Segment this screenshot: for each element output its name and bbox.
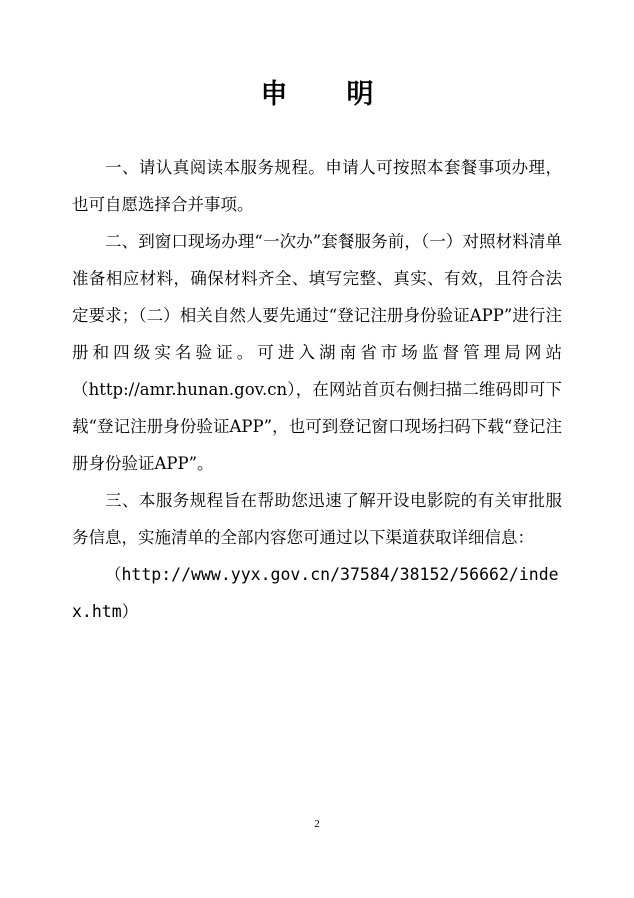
reference-url: （http://www.yyx.gov.cn/37584/38152/56662/index.htm）: [72, 565, 559, 621]
paragraph-3: 三、本服务规程旨在帮助您迅速了解开设电影院的有关审批服务信息，实施清单的全部内容您可通过以下渠道获取详细信息：: [72, 491, 562, 547]
paragraph-1: 一、请认真阅读本服务规程。申请人可按照本套餐事项办理，也可自愿选择合并事项。: [72, 158, 562, 214]
document-body: [72, 149, 562, 630]
page-number: 2: [314, 818, 320, 830]
page-title: 申 明: [260, 79, 390, 110]
paragraph-2: 二、到窗口现场办理“一次办”套餐服务前，（一）对照材料清单准备相应材料，确保材料齐全、填写完整、真实、有效，且符合法定要求；（二）相关自然人要先通过“登记注册身份验证APP”进行注册和四级实名验证。可进入湖南省市场监督管理局网站（http://amr.hunan.gov.cn），在网站首页右侧扫描二维码即可下载“登记注册身份验证APP”，也可到登记窗口现场扫码下载“登记注册身份验证APP”。: [72, 232, 562, 473]
